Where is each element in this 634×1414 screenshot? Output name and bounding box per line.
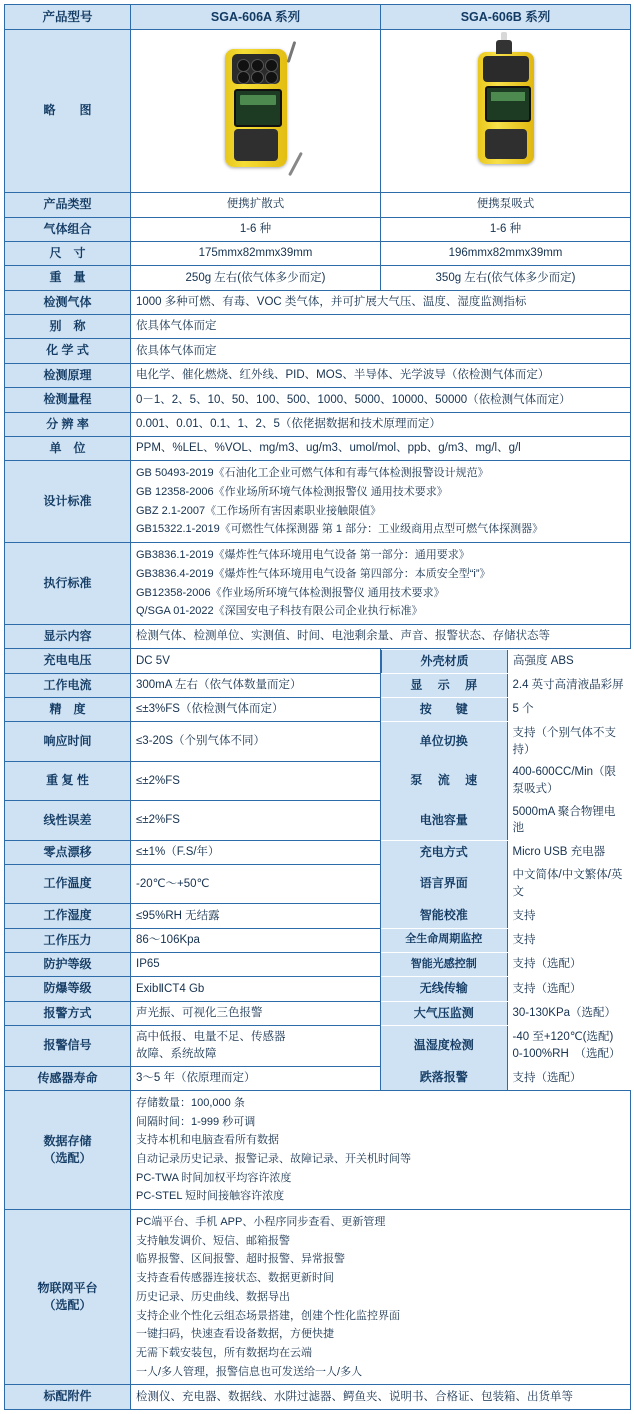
pair-right-cell	[381, 840, 631, 864]
row-label-display-screen: 显 示 屏	[381, 674, 507, 697]
row-label-unit: 单 位	[5, 437, 131, 461]
sensor-life-value: 3～5 年（依原理而定）	[131, 1066, 381, 1090]
iot-line-4: 支持查看传感器连接状态、数据更新时间	[136, 1272, 334, 1285]
data-storage-value	[131, 1090, 631, 1209]
design-standard-line-3: GBZ 2.1-2007《工作场所有害因素职业接触限值》	[136, 504, 382, 517]
iot-platform-value	[131, 1210, 631, 1385]
pair-right-cell	[381, 977, 631, 1001]
storage-line-2: 间隔时间：1-999 秒可调	[136, 1115, 256, 1128]
table-row	[5, 928, 631, 952]
row-label-resolution: 分 辨 率	[5, 412, 131, 436]
pair-right-cell	[381, 761, 631, 800]
spec-table	[4, 4, 631, 1410]
language-value: 中文简体/中文繁体/英文	[507, 864, 631, 903]
table-row	[5, 1001, 631, 1025]
header-series-a: SGA-606A 系列	[131, 5, 381, 30]
display-screen-value: 2.4 英寸高清液晶彩屏	[507, 674, 631, 697]
row-label-formula: 化 学 式	[5, 339, 131, 363]
temp-humidity-line-2: 0-100%RH （选配）	[512, 1047, 621, 1060]
table-row	[5, 698, 631, 722]
row-label-air-pressure-monitor: 大气压监测	[381, 1002, 507, 1025]
table-row-unit	[5, 437, 631, 461]
exec-standard-line-4: Q/SGA 01-2022《深国安电子科技有限公司企业执行标准》	[136, 605, 423, 618]
row-label-unit-switch: 单位切换	[381, 722, 507, 761]
iot-line-6: 支持企业个性化云组态场景搭建，创建个性化监控界面	[136, 1309, 400, 1322]
air-pressure-monitor-value: 30-130KPa（选配）	[507, 1002, 631, 1025]
size-b: 196mmx82mmx39mm	[381, 241, 631, 265]
header-model: 产品型号	[5, 5, 131, 30]
table-row	[5, 864, 631, 903]
pair-right-cell	[381, 864, 631, 903]
pair-right-cell	[381, 1001, 631, 1025]
iot-line-7: 一键扫码，快速查看设备数据，方便快捷	[136, 1328, 334, 1341]
table-row-accessories	[5, 1385, 631, 1409]
row-label-repeatability: 重 复 性	[5, 761, 131, 800]
charge-voltage-value: DC 5V	[131, 649, 381, 673]
explosion-proof-value: ExibⅡCT4 Gb	[131, 977, 381, 1001]
data-storage-label-line1: 数据存储	[43, 1133, 92, 1148]
drop-alarm-value: 支持（选配）	[507, 1066, 631, 1089]
row-label-wireless: 无线传输	[381, 977, 507, 1000]
table-row	[5, 649, 631, 673]
row-label-working-humidity: 工作湿度	[5, 904, 131, 928]
table-header-row	[5, 5, 631, 30]
iot-line-9: 一人/多人管理，报警信息也可发送给一人/多人	[136, 1365, 363, 1378]
row-label-principle: 检测原理	[5, 363, 131, 387]
working-temperature-value: -20℃～+50℃	[131, 864, 381, 903]
row-label-display-content: 显示内容	[5, 624, 131, 648]
pair-right-cell	[381, 953, 631, 977]
device-b-illustration	[478, 52, 534, 164]
pair-right-cell	[381, 698, 631, 722]
iot-line-5: 历史记录、历史曲线、数据导出	[136, 1290, 290, 1303]
battery-capacity-value: 5000mA 聚合物锂电池	[507, 801, 631, 840]
formula-value: 依具体气体而定	[131, 339, 631, 363]
row-label-smart-calibration: 智能校准	[381, 904, 507, 927]
table-row	[5, 904, 631, 928]
row-label-size: 尺 寸	[5, 241, 131, 265]
weight-b: 350g 左右(依气体多少而定)	[381, 266, 631, 290]
iot-line-3: 临界报警、区间报警、超时报警、异常报警	[136, 1253, 345, 1266]
data-storage-label-line2: （选配）	[43, 1151, 92, 1165]
table-row-principle	[5, 363, 631, 387]
product-image-b	[381, 30, 631, 193]
row-label-detect-gas: 检测气体	[5, 290, 131, 314]
working-humidity-value: ≤95%RH 无结露	[131, 904, 381, 928]
product-type-b: 便携泵吸式	[381, 193, 631, 217]
wireless-value: 支持（选配）	[507, 977, 631, 1000]
product-type-a: 便携扩散式	[131, 193, 381, 217]
row-label-accuracy: 精 度	[5, 698, 131, 722]
table-row-sketch	[5, 30, 631, 193]
linearity-error-value: ≤±2%FS	[131, 801, 381, 840]
storage-line-4: 自动记录历史记录、报警记录、故障记录、开关机时间等	[136, 1153, 411, 1165]
pair-right-cell	[381, 649, 631, 673]
lifecycle-monitor-value: 支持	[507, 929, 631, 952]
display-content-value: 检测气体、检测单位、实测值、时间、电池剩余量、声音、报警状态、存储状态等	[131, 624, 631, 648]
table-row-alias	[5, 315, 631, 339]
buttons-value: 5 个	[507, 698, 631, 721]
table-row-gas-combo	[5, 217, 631, 241]
row-label-explosion-proof: 防爆等级	[5, 977, 131, 1001]
table-row-alarm-signal	[5, 1026, 631, 1066]
storage-line-1: 存储数量：100,000 条	[136, 1096, 245, 1109]
storage-line-6: PC-STEL 短时间接触容许浓度	[136, 1190, 285, 1203]
row-label-temp-humidity-detect: 温湿度检测	[381, 1026, 507, 1065]
pair-right-cell	[381, 673, 631, 697]
row-label-working-temperature: 工作温度	[5, 864, 131, 903]
table-row-sensor-life	[5, 1066, 631, 1090]
light-sensor-control-value: 支持（选配）	[507, 953, 631, 976]
row-label-pump-flow: 泵 流 速	[381, 761, 507, 800]
device-a-illustration	[225, 49, 287, 167]
shell-material-value: 高强度 ABS	[508, 650, 631, 673]
row-label-sensor-life: 传感器寿命	[5, 1066, 131, 1090]
alias-value: 依具体气体而定	[131, 315, 631, 339]
protection-level-value: IP65	[131, 953, 381, 977]
row-label-alarm-method: 报警方式	[5, 1001, 131, 1025]
pair-right-cell	[381, 1026, 631, 1066]
unit-value: PPM、%LEL、%VOL、mg/m3、ug/m3、umol/mol、ppb、g/m3、mg/l、g/l	[131, 437, 631, 461]
alarm-method-value: 声光振、可视化三色报警	[131, 1001, 381, 1025]
iot-label-line2: （选配）	[43, 1298, 92, 1313]
table-row-exec-standard	[5, 543, 631, 625]
detect-gas-value: 1000 多种可燃、有毒、VOC 类气体，并可扩展大气压、温度、湿度监测指标	[131, 290, 631, 314]
row-label-lifecycle-monitor: 全生命周期监控	[381, 929, 507, 952]
row-label-linearity-error: 线性误差	[5, 801, 131, 840]
table-row-storage	[5, 1090, 631, 1209]
header-series-b: SGA-606B 系列	[381, 5, 631, 30]
weight-a: 250g 左右(依气体多少而定)	[131, 266, 381, 290]
pair-right-cell	[381, 1066, 631, 1090]
row-label-gas-combo: 气体组合	[5, 217, 131, 241]
exec-standard-value	[131, 543, 631, 625]
table-row	[5, 673, 631, 697]
working-current-value: 300mA 左右（依气体数量而定）	[131, 673, 381, 697]
row-label-protection-level: 防护等级	[5, 953, 131, 977]
exec-standard-line-2: GB3836.4-2019《爆炸性气体环境用电气设备 第四部分：本质安全型“i”》	[136, 567, 491, 580]
row-label-buttons: 按 键	[381, 698, 507, 721]
gas-combo-a: 1-6 种	[131, 217, 381, 241]
row-label-response-time: 响应时间	[5, 722, 131, 761]
zero-drift-value: ≤±1%（F.S/年）	[131, 840, 381, 864]
table-row-display-content	[5, 624, 631, 648]
row-label-battery-capacity: 电池容量	[381, 801, 507, 840]
pair-right-cell	[381, 722, 631, 761]
alarm-signal-value	[131, 1026, 381, 1066]
design-standard-value	[131, 461, 631, 543]
row-label-working-current: 工作电流	[5, 673, 131, 697]
row-label-sketch: 略 图	[5, 30, 131, 193]
temp-humidity-detect-value	[507, 1026, 631, 1065]
alarm-signal-line-2: 故障、系统故障	[136, 1047, 217, 1060]
table-row-formula	[5, 339, 631, 363]
alarm-signal-line-1: 高中低报、电量不足、传感器	[136, 1031, 286, 1044]
principle-value: 电化学、催化燃烧、红外线、PID、MOS、半导体、光学波导（依检测气体而定）	[131, 363, 631, 387]
row-label-alarm-signal: 报警信号	[5, 1026, 131, 1066]
design-standard-line-4: GB15322.1-2019《可燃性气体探测器 第 1 部分：工业级商用点型可燃气体探测器》	[136, 523, 544, 536]
gas-combo-b: 1-6 种	[381, 217, 631, 241]
accessories-value: 检测仪、充电器、数据线、水阱过滤器、鳄鱼夹、说明书、合格证、包装箱、出货单等	[131, 1385, 631, 1409]
pump-flow-value: 400-600CC/Min（限泵吸式）	[507, 761, 631, 800]
row-label-range: 检测量程	[5, 388, 131, 412]
size-a: 175mmx82mmx39mm	[131, 241, 381, 265]
pair-right-cell	[381, 904, 631, 928]
storage-line-5: PC-TWA 时间加权平均容许浓度	[136, 1171, 292, 1184]
table-row-product-type	[5, 193, 631, 217]
pair-right-cell	[381, 928, 631, 952]
response-time-value: ≤3-20S（个别气体不同）	[131, 722, 381, 761]
range-value: 0－1、2、5、10、50、100、500、1000、5000、10000、50000（依检测气体而定）	[131, 388, 631, 412]
charge-method-value: Micro USB 充电器	[507, 841, 631, 864]
storage-line-3: 支持本机和电脑查看所有数据	[136, 1134, 279, 1147]
table-row-iot	[5, 1210, 631, 1385]
resolution-value: 0.001、0.01、0.1、1、2、5（依佬据数据和技术原理而定）	[131, 412, 631, 436]
pair-right-cell	[381, 801, 631, 840]
row-label-zero-drift: 零点漂移	[5, 840, 131, 864]
smart-calibration-value: 支持	[507, 904, 631, 927]
exec-standard-line-3: GB12358-2006《作业场所环境气体检测报警仪 通用技术要求》	[136, 586, 445, 599]
table-row-size	[5, 241, 631, 265]
design-standard-line-1: GB 50493-2019《石油化工企业可燃气体和有毒气体检测报警设计规范》	[136, 467, 489, 480]
table-row-design-standard	[5, 461, 631, 543]
row-label-charge-voltage: 充电电压	[5, 649, 131, 673]
temp-humidity-line-1: -40 至+120℃(选配)	[512, 1031, 614, 1044]
repeatability-value: ≤±2%FS	[131, 761, 381, 800]
iot-line-2: 支持触发调价、短信、邮箱报警	[136, 1234, 290, 1247]
row-label-data-storage	[5, 1090, 131, 1209]
row-label-shell-material: 外壳材质	[382, 650, 508, 673]
table-row-range	[5, 388, 631, 412]
row-label-alias: 别 称	[5, 315, 131, 339]
row-label-language: 语言界面	[381, 864, 507, 903]
iot-line-1: PC端平台、手机 APP、小程序同步查看、更新管理	[136, 1216, 386, 1229]
design-standard-line-2: GB 12358-2006《作业场所环境气体检测报警仪 通用技术要求》	[136, 486, 448, 499]
row-label-drop-alarm: 跌落报警	[381, 1066, 507, 1089]
table-row	[5, 722, 631, 761]
accuracy-value: ≤±3%FS（依检测气体而定）	[131, 698, 381, 722]
row-label-exec-standard: 执行标准	[5, 543, 131, 625]
table-row	[5, 840, 631, 864]
table-row	[5, 977, 631, 1001]
table-row	[5, 953, 631, 977]
row-label-charge-method: 充电方式	[381, 841, 507, 864]
table-row-resolution	[5, 412, 631, 436]
table-row	[5, 801, 631, 840]
row-label-design-standard: 设计标准	[5, 461, 131, 543]
row-label-product-type: 产品类型	[5, 193, 131, 217]
unit-switch-value: 支持（个别气体不支持）	[507, 722, 631, 761]
table-row-detect-gas	[5, 290, 631, 314]
table-row-weight	[5, 266, 631, 290]
row-label-accessories: 标配附件	[5, 1385, 131, 1409]
row-label-working-pressure: 工作压力	[5, 928, 131, 952]
exec-standard-line-1: GB3836.1-2019《爆炸性气体环境用电气设备 第一部分：通用要求》	[136, 549, 470, 562]
row-label-iot-platform	[5, 1210, 131, 1385]
row-label-weight: 重 量	[5, 266, 131, 290]
iot-line-8: 无需下载安装包，所有数据均在云端	[136, 1346, 312, 1359]
table-row	[5, 761, 631, 800]
product-image-a	[131, 30, 381, 193]
working-pressure-value: 86～106Kpa	[131, 928, 381, 952]
row-label-light-sensor-control: 智能光感控制	[381, 953, 507, 976]
iot-label-line1: 物联网平台	[37, 1280, 98, 1295]
